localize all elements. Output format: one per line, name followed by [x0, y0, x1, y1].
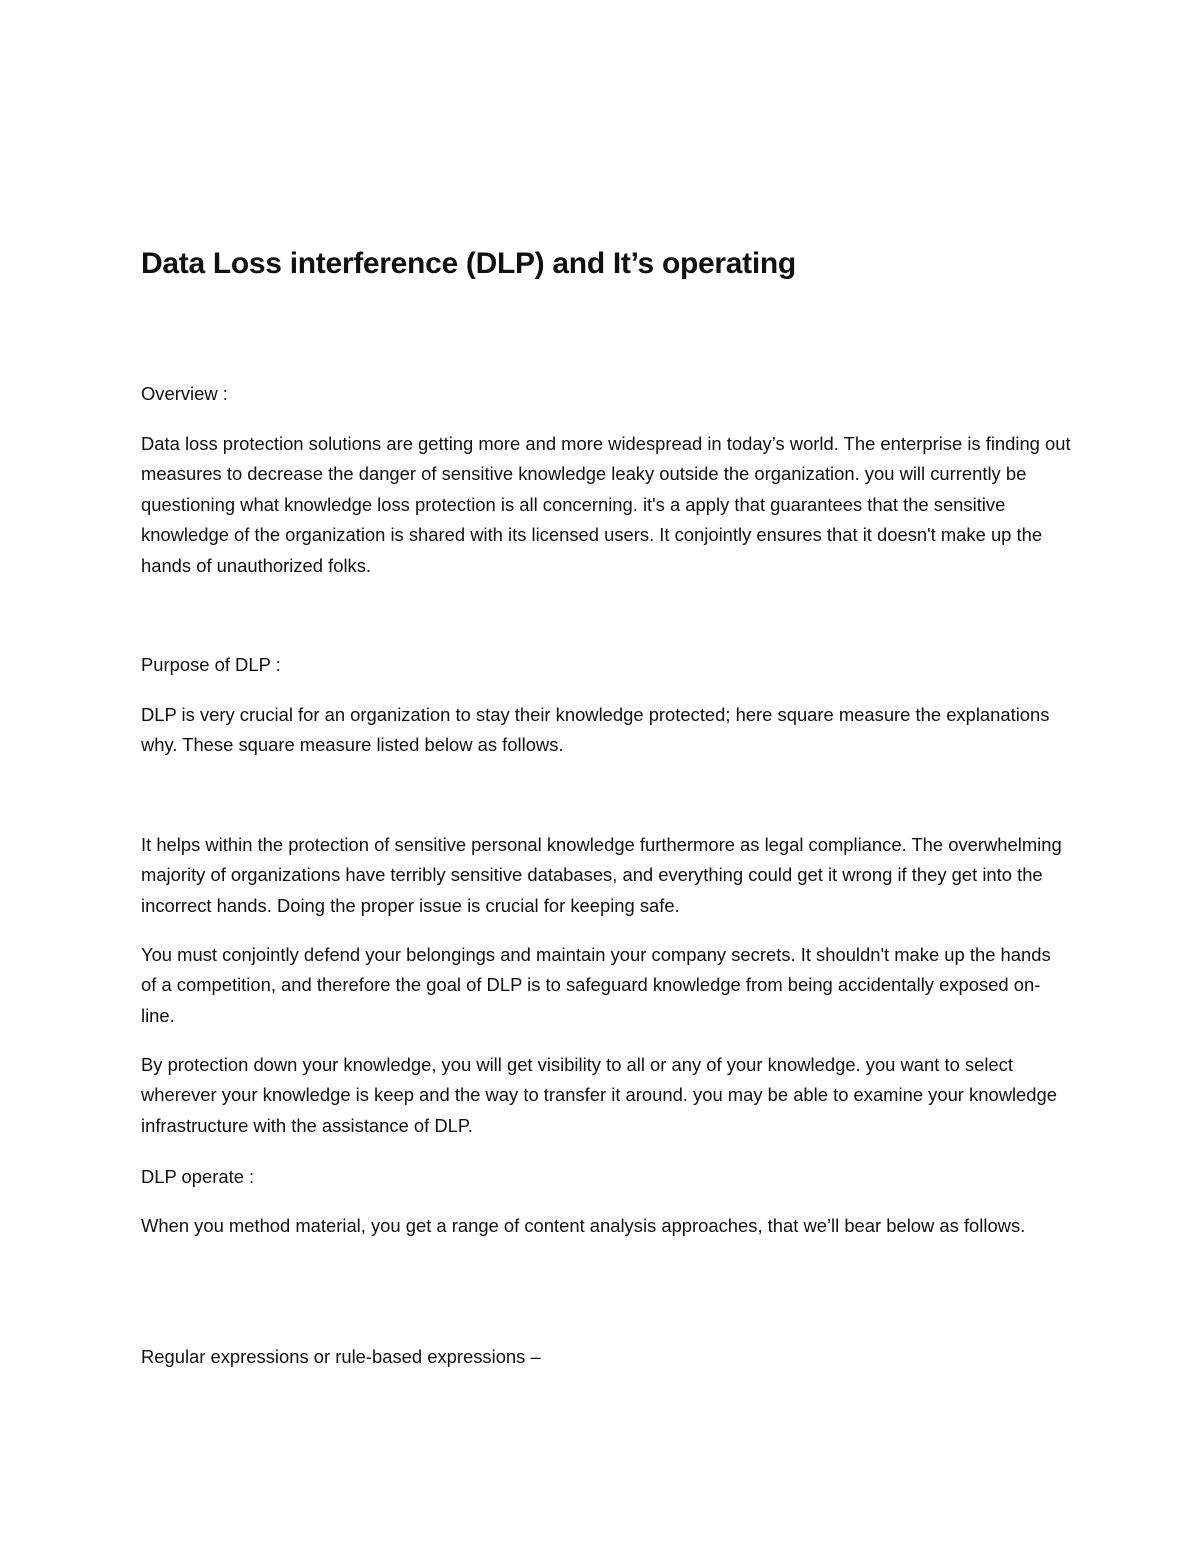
reason-paragraph-2: You must conjointly defend your belongings and maintain your company secrets. It shouldn't make up the hands of a competition, and therefore the goal of DLP is to safeguard knowledge from being accidentally exposed on-line.: [141, 944, 1051, 1026]
purpose-heading: Purpose of DLP :: [141, 654, 281, 675]
document-title: Data Loss interference (DLP) and It’s operating: [141, 247, 796, 280]
operate-heading: DLP operate :: [141, 1166, 255, 1187]
reason-paragraph-1: It helps within the protection of sensitive personal knowledge furthermore as legal compliance. The overwhelming majority of organizations have terribly sensitive databases, and everything could get it wrong if they get into the incorrect hands. Doing the proper issue is crucial for keeping safe.: [141, 834, 1062, 916]
operate-paragraph: When you method material, you get a range of content analysis approaches, that we’ll bear below as follows.: [141, 1215, 1026, 1236]
overview-paragraph: Data loss protection solutions are getting more and more widespread in today’s world. The enterprise is finding out measures to decrease the danger of sensitive knowledge leaky outside the organization. you will currently be questioning what knowledge loss protection is all concerning. it's a apply that guarantees that the sensitive knowledge of the organization is shared with its licensed users. It conjointly ensures that it doesn't make up the hands of unauthorized folks.: [141, 433, 1071, 576]
purpose-paragraph: DLP is very crucial for an organization to stay their knowledge protected; here square measure the explanations why. These square measure listed below as follows.: [141, 704, 1050, 756]
overview-heading: Overview :: [141, 383, 228, 404]
regex-heading: Regular expressions or rule-based expressions –: [141, 1346, 541, 1367]
reason-paragraph-3: By protection down your knowledge, you will get visibility to all or any of your knowledge. you want to select wherever your knowledge is keep and the way to transfer it around. you may be able to examine your knowledge infrastructure with the assistance of DLP.: [141, 1054, 1057, 1136]
